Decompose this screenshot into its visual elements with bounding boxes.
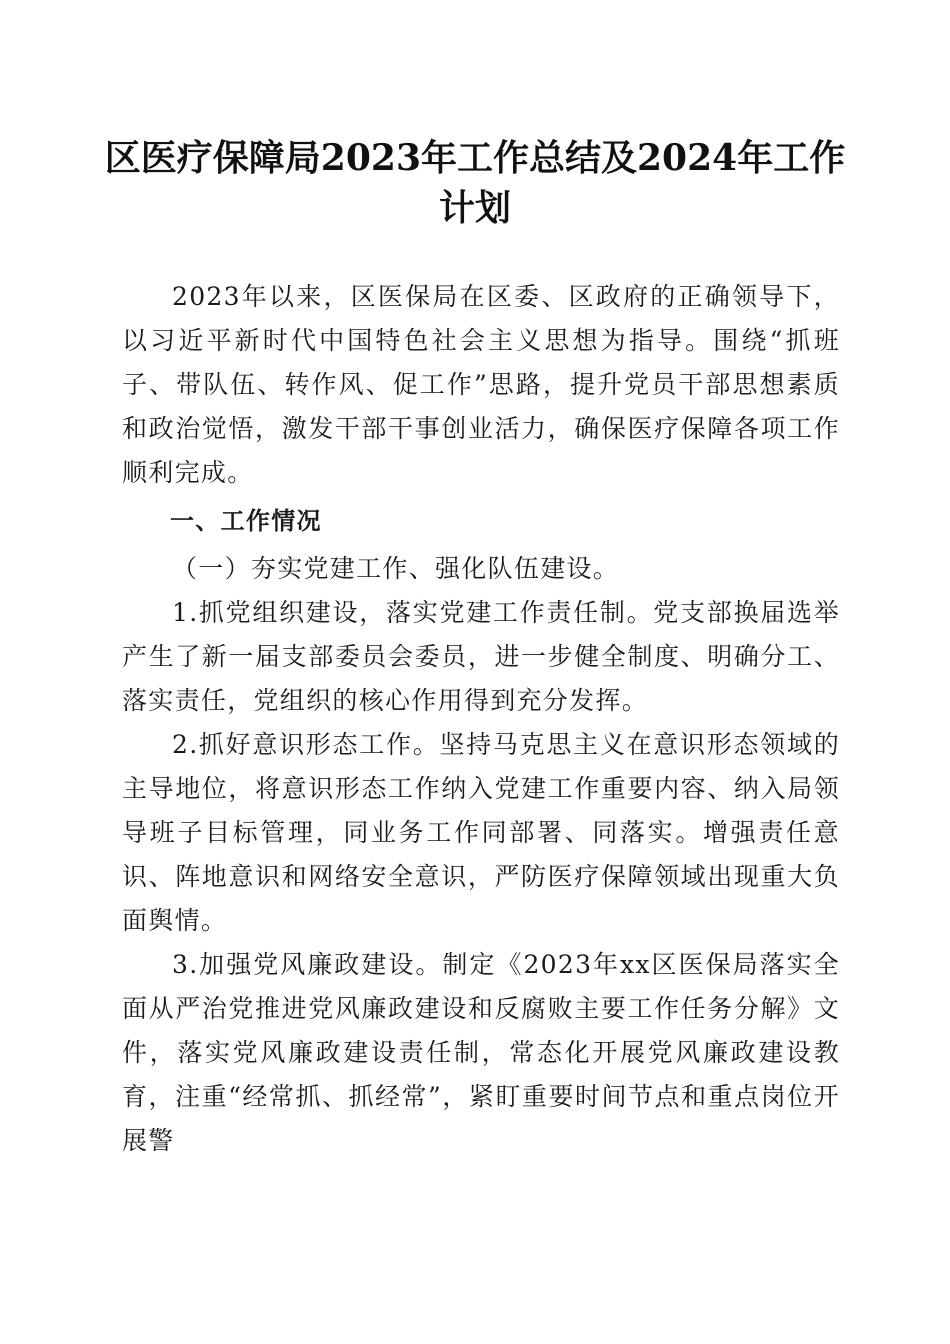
section-heading-work-status: 一、工作情况 [170, 507, 322, 535]
subsection-heading-party-building: （一）夯实党建工作、强化队伍建设。 [172, 554, 620, 583]
document-title [100, 133, 850, 233]
document-body [122, 275, 840, 1163]
item-paragraph-2: 2.抓好意识形态工作。坚持马克思主义在意识形态领域的主导地位，将意识形态工作纳入党建工作重要内容、纳入局领导班子目标管理，同业务工作同部署、同落实。增强责任意识、阵地意识和网络安全意识，严防医疗保障领域出现重大负面舆情。 [122, 730, 840, 935]
title-line-2: 计划 [438, 187, 511, 229]
intro-paragraph: 2023年以来，区医保局在区委、区政府的正确领导下，以习近平新时代中国特色社会主义思想为指导。围绕“抓班子、带队伍、转作风、促工作”思路，提升党员干部思想素质和政治觉悟，激发干部干事创业活力，确保医疗保障各项工作顺利完成。 [122, 282, 840, 487]
item-paragraph-3: 3.加强党风廉政建设。制定《2023年xx区医保局落实全面从严治党推进党风廉政建设和反腐败主要工作任务分解》文件，落实党风廉政建设责任制，常态化开展党风廉政建设教育，注重“经常抓、抓经常”，紧盯重要时间节点和重点岗位开展警 [122, 950, 840, 1155]
item-paragraph-1: 1.抓党组织建设，落实党建工作责任制。党支部换届选举产生了新一届支部委员会委员，进一步健全制度、明确分工、落实责任，党组织的核心作用得到充分发挥。 [122, 598, 840, 715]
title-line-1: 区医疗保障局2023年工作总结及2024年工作 [104, 137, 846, 179]
